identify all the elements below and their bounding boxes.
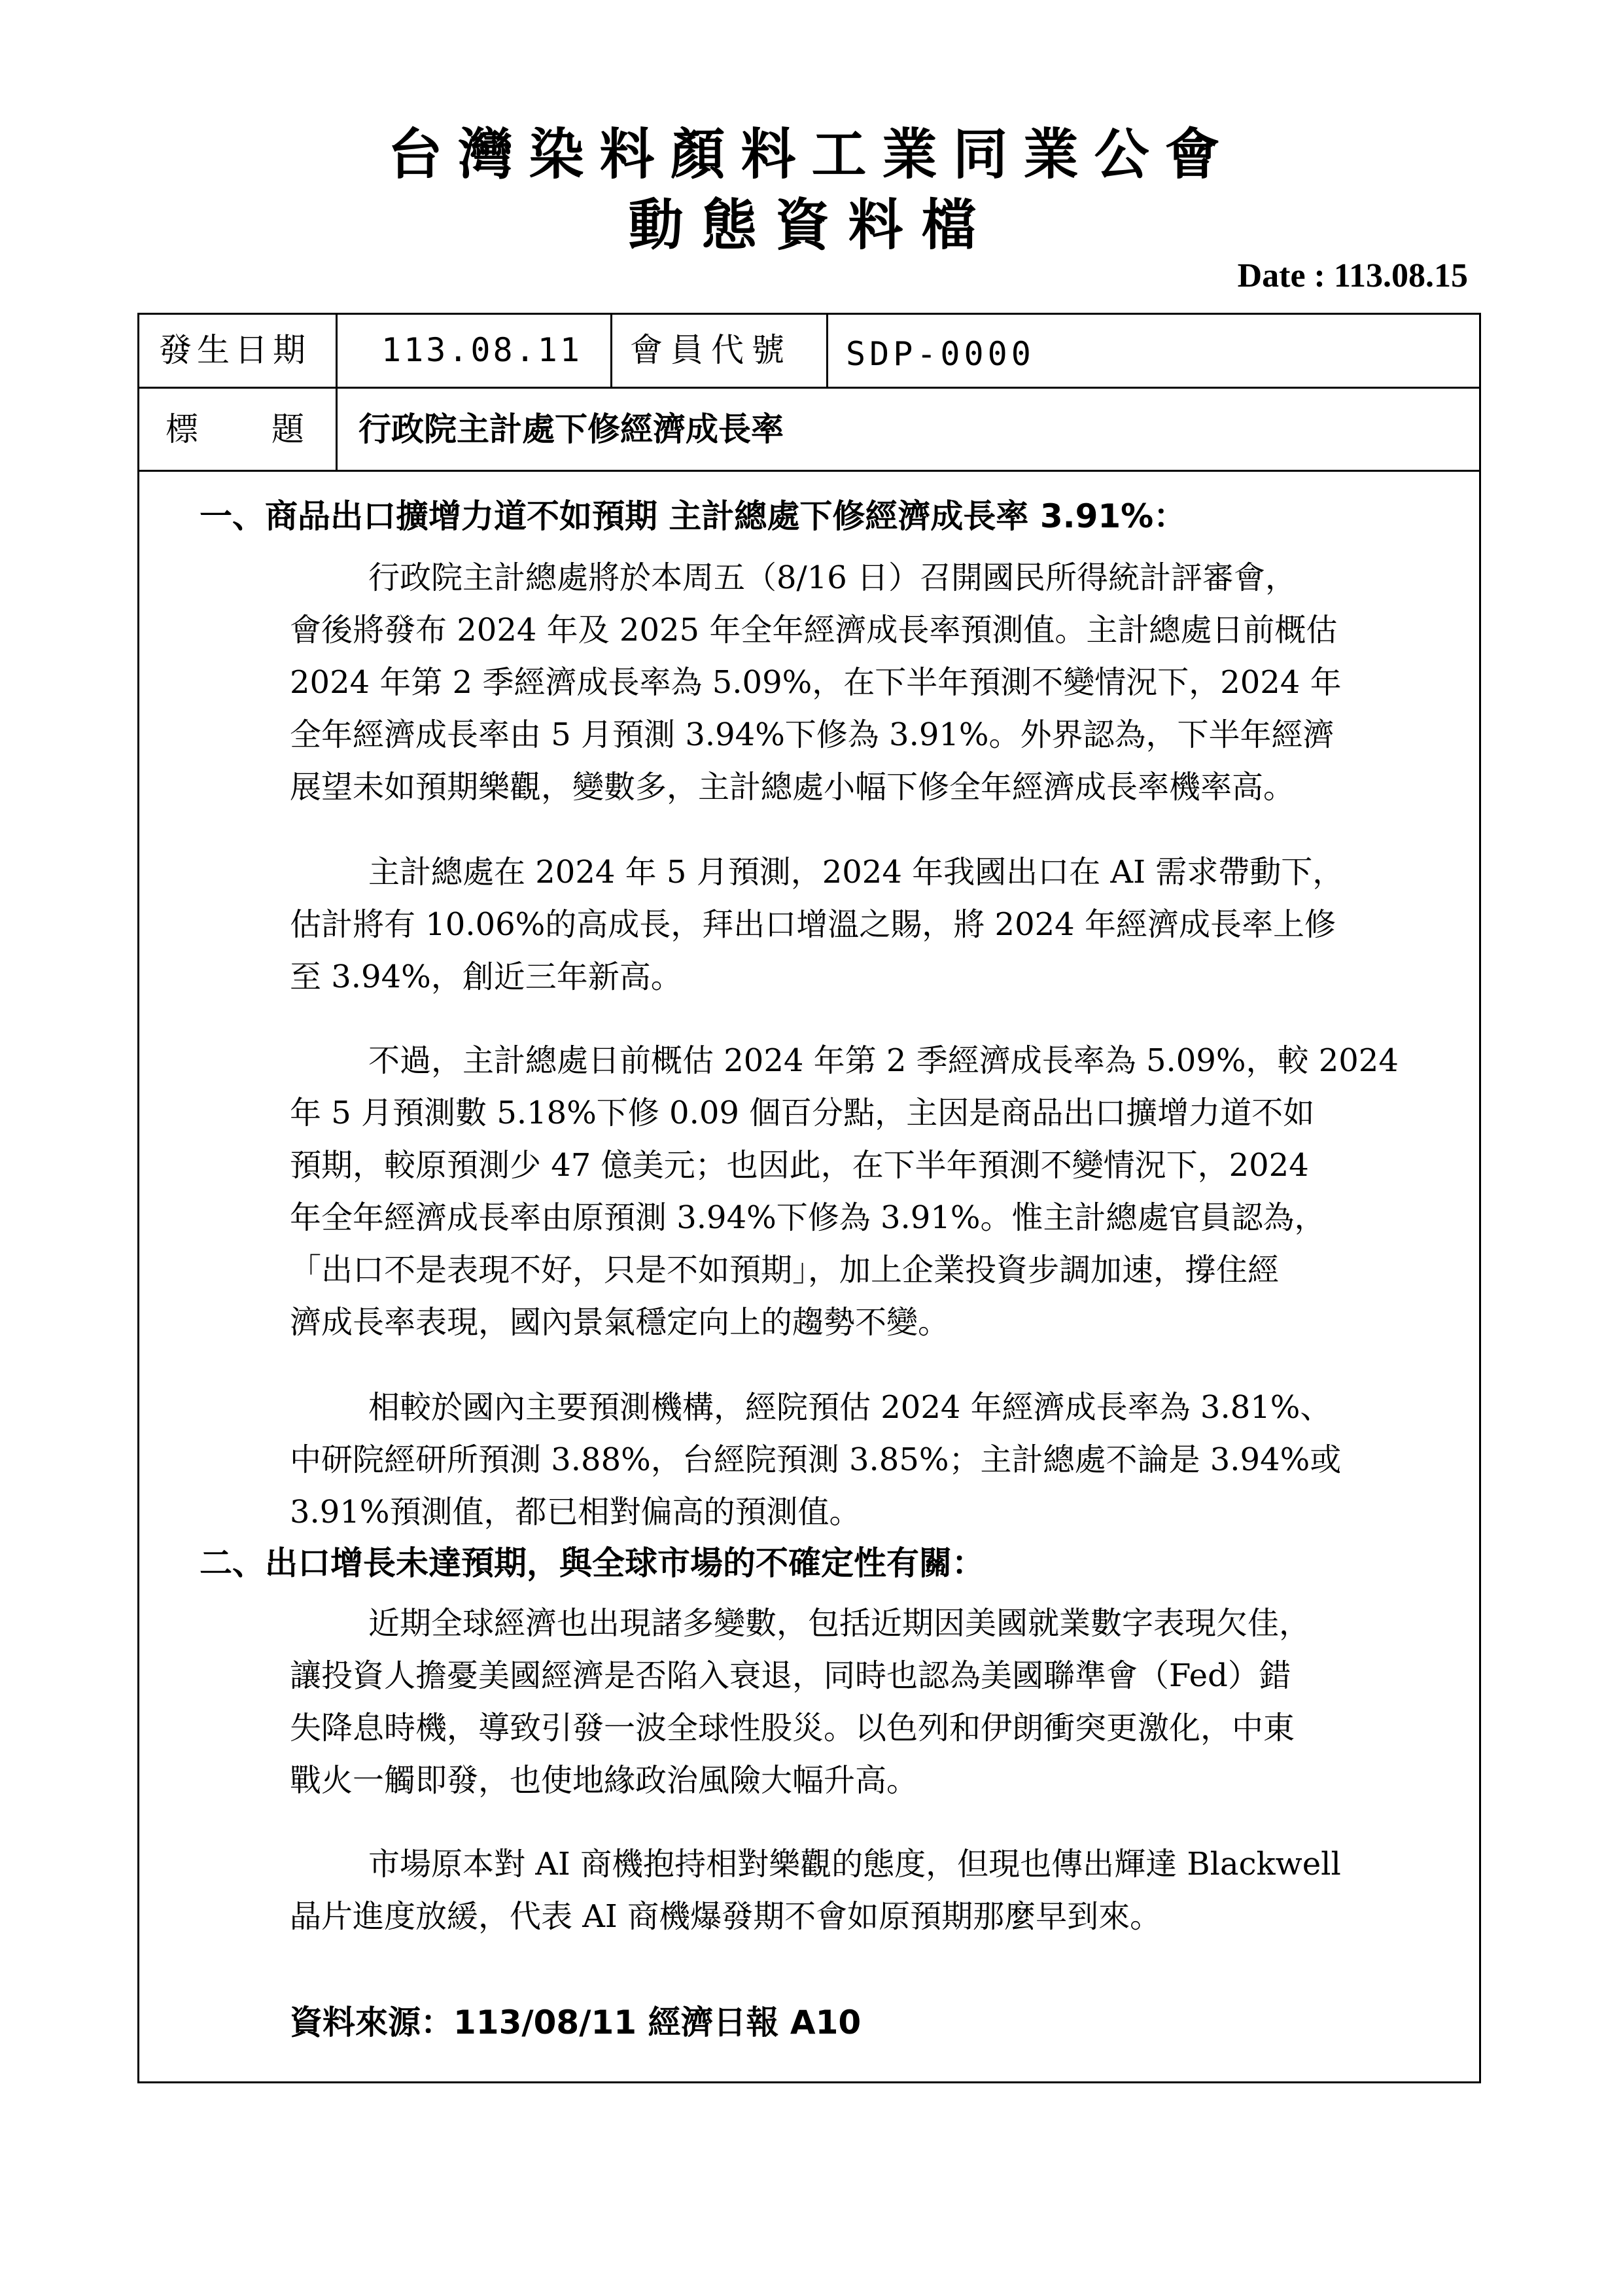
section-heading: 二、出口增長未達預期，與全球市場的不確定性有關： — [200, 1544, 985, 1582]
text-line: 讓投資人擔憂美國經濟是否陷入衰退，同時也認為美國聯準會（Fed）錯 — [290, 1657, 1291, 1694]
source-citation: 資料來源：113/08/11 經濟日報 A10 — [290, 2004, 862, 2041]
text-line: 晶片進度放緩，代表 AI 商機爆發期不會如原預期那麼早到來。 — [290, 1898, 1162, 1935]
text-line: 濟成長率表現，國內景氣穩定向上的趨勢不變。 — [290, 1304, 950, 1341]
text-line: 年全年經濟成長率由原預測 3.94%下修為 3.91%。惟主計總處官員認為， — [290, 1199, 1326, 1236]
text-line: 展望未如預期樂觀，變數多，主計總處小幅下修全年經濟成長率機率高。 — [290, 769, 1295, 805]
subject-label: 標 題 — [166, 410, 307, 448]
text-line: 近期全球經濟也出現諸多變數，包括近期因美國就業數字表現欠佳， — [368, 1605, 1311, 1642]
text-line: 行政院主計總處將於本周五（8/16 日）召開國民所得統計評審會， — [368, 559, 1297, 596]
document-date: Date : 113.08.15 — [1237, 257, 1468, 294]
document-frame — [137, 313, 1481, 2083]
table-divider — [826, 315, 828, 387]
org-title: 台灣染料顏料工業同業公會 — [387, 122, 1236, 186]
text-line: 「出口不是表現不好，只是不如預期」，加上企業投資步調加速，撐住經 — [290, 1252, 1280, 1288]
text-line: 會後將發布 2024 年及 2025 年全年經濟成長率預測值。主計總處日前概估 — [290, 612, 1338, 648]
member-id-value: SDP-0000 — [846, 335, 1035, 373]
text-line: 預期，較原預測少 47 億美元；也因此，在下半年預測不變情況下，2024 — [290, 1147, 1309, 1184]
text-line: 戰火一觸即發，也使地緣政治風險大幅升高。 — [290, 1762, 918, 1799]
date-value: 113.08.11 — [381, 331, 582, 369]
text-line: 至 3.94%，創近三年新高。 — [290, 959, 682, 995]
paragraph — [290, 846, 1477, 1003]
text-line: 3.91%預測值，都已相對偏高的預測值。 — [290, 1494, 861, 1530]
text-line: 中研院經研所預測 3.88%，台經院預測 3.85%；主計總處不論是 3.94%或 — [290, 1441, 1342, 1478]
table-divider — [336, 315, 338, 470]
text-line: 全年經濟成長率由 5 月預測 3.94%下修為 3.91%。外界認為，下半年經濟 — [290, 716, 1335, 753]
date-label: 發生日期 — [159, 331, 311, 369]
paragraph — [290, 1034, 1477, 1349]
text-line: 失降息時機，導致引發一波全球性股災。以色列和伊朗衝突更激化，中東 — [290, 1710, 1295, 1746]
text-line: 相較於國內主要預測機構，經院預估 2024 年經濟成長率為 3.81%、 — [368, 1389, 1332, 1426]
text-line: 市場原本對 AI 商機抱持相對樂觀的態度，但現也傳出輝達 Blackwell — [368, 1846, 1341, 1882]
paragraph — [290, 1381, 1477, 1538]
doc-title: 動態資料檔 — [628, 193, 995, 257]
table-divider — [139, 470, 1479, 472]
section-heading: 一、商品出口擴增力道不如預期 主計總處下修經濟成長率 3.91%： — [200, 497, 1187, 535]
text-line: 主計總處在 2024 年 5 月預測，2024 年我國出口在 AI 需求帶動下， — [368, 854, 1344, 891]
paragraph — [290, 1597, 1477, 1807]
text-line: 不過，主計總處日前概估 2024 年第 2 季經濟成長率為 5.09%，較 2024 — [368, 1042, 1399, 1079]
member-id-label: 會員代號 — [630, 331, 792, 369]
text-line: 2024 年第 2 季經濟成長率為 5.09%，在下半年預測不變情況下，2024 年 — [290, 664, 1342, 701]
paragraph — [290, 552, 1477, 813]
paragraph — [290, 1838, 1477, 1943]
subject-value: 行政院主計處下修經濟成長率 — [358, 410, 784, 448]
table-divider — [139, 387, 1479, 389]
text-line: 年 5 月預測數 5.18%下修 0.09 個百分點，主因是商品出口擴增力道不如 — [290, 1095, 1315, 1131]
table-divider — [610, 315, 612, 387]
text-line: 估計將有 10.06%的高成長，拜出口增溫之賜，將 2024 年經濟成長率上修 — [290, 906, 1336, 943]
